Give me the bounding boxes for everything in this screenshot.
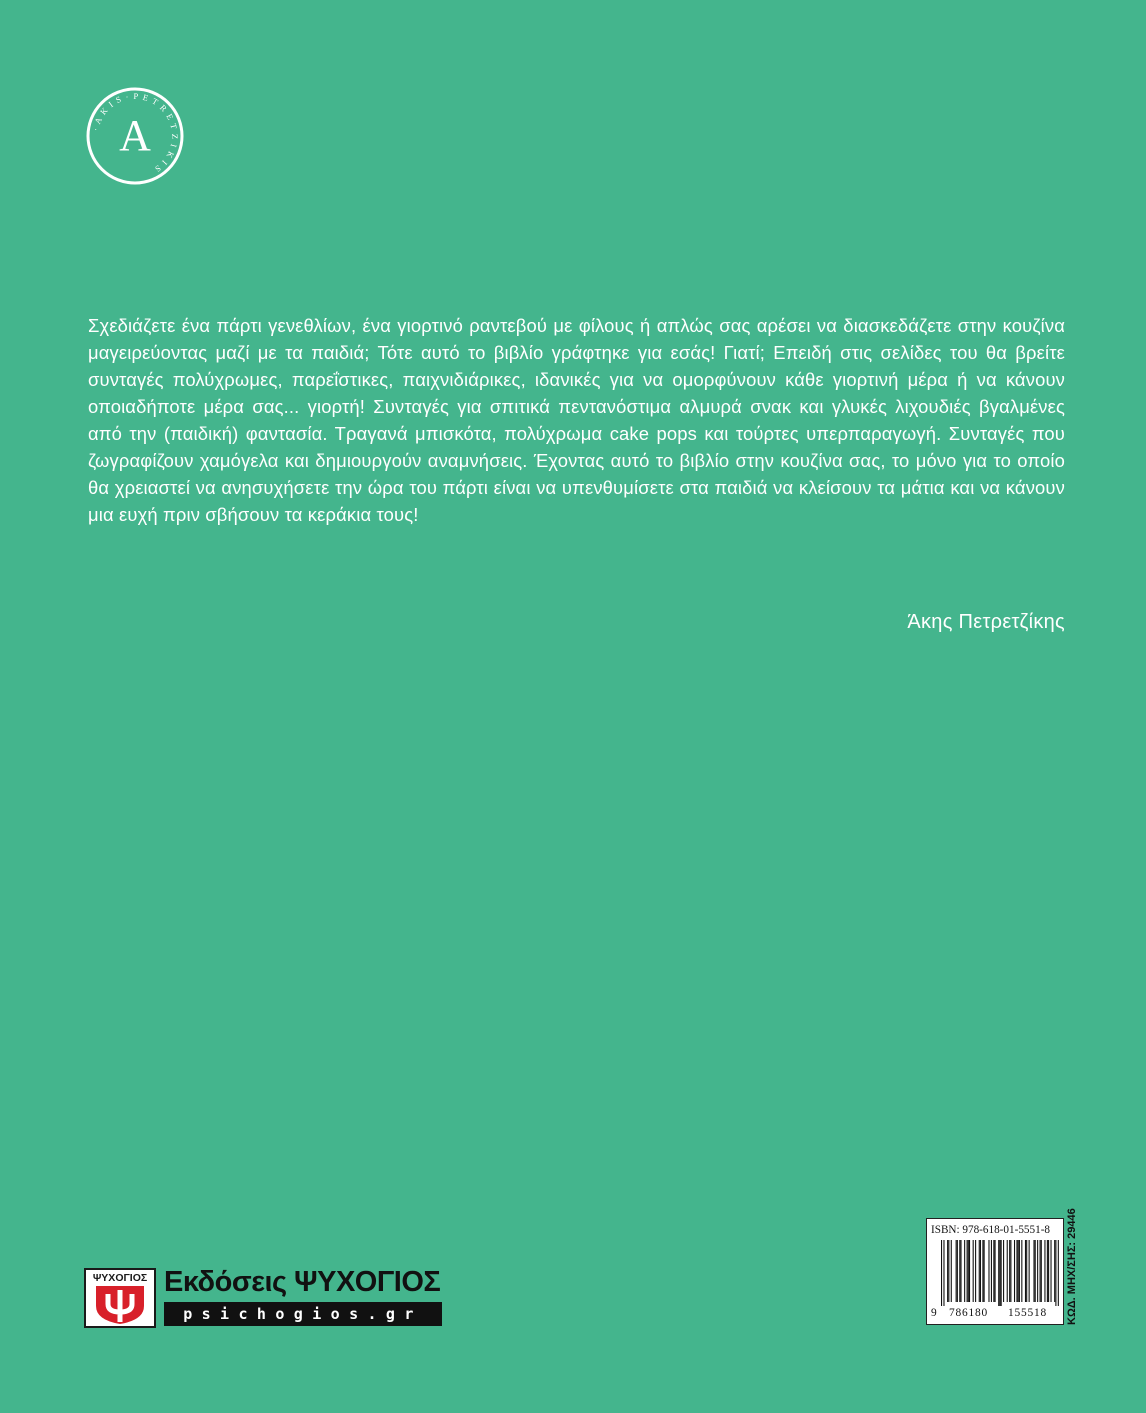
barcode-bar <box>1050 1240 1051 1302</box>
barcode-bar <box>960 1240 961 1302</box>
barcode-bar <box>1021 1240 1022 1302</box>
barcode-bar <box>1007 1240 1008 1302</box>
barcode-bar <box>959 1240 960 1302</box>
barcode-bar <box>1026 1240 1027 1302</box>
barcode-bar <box>964 1240 965 1302</box>
barcode-digit-first: 9 <box>931 1307 937 1319</box>
svg-text:· A K I S · P E T R E T Z I K: · A K I S · P E T R E T Z I K I S <box>90 90 181 175</box>
barcode-bar <box>1009 1240 1010 1302</box>
barcode-bar <box>1001 1240 1002 1306</box>
barcode-bar <box>975 1240 976 1302</box>
barcode-bar <box>1044 1240 1045 1302</box>
emblem-graphic <box>85 86 185 186</box>
isbn-barcode <box>926 1218 1064 1325</box>
barcode-bar <box>995 1240 996 1302</box>
barcode-bar <box>999 1240 1000 1306</box>
barcode-bar <box>1047 1240 1048 1302</box>
barcode-bar <box>1019 1240 1020 1302</box>
barcode-bar <box>943 1240 944 1306</box>
author-emblem-logo <box>85 86 185 186</box>
publisher-name: Εκδόσεις ΨΥΧΟΓΙΟΣ <box>164 1266 441 1298</box>
barcode-bar <box>969 1240 970 1302</box>
barcode-bar <box>948 1240 949 1302</box>
barcode-bar <box>957 1240 958 1302</box>
barcode-digits-right: 155518 <box>1008 1307 1047 1319</box>
publisher-url: psichogios.gr <box>164 1302 442 1326</box>
publisher-logo <box>84 1268 444 1328</box>
barcode-bar <box>947 1240 948 1302</box>
barcode-bar <box>1016 1240 1017 1302</box>
barcode-bar <box>973 1240 974 1302</box>
barcode-digits-left: 786180 <box>949 1307 988 1319</box>
barcode-bar <box>951 1240 952 1302</box>
author-signature: Άκης Πετρετζίκης <box>907 611 1065 633</box>
barcode-bar <box>991 1240 992 1302</box>
barcode-bar <box>956 1240 957 1302</box>
svg-text:A: A <box>119 111 151 160</box>
barcode-bar <box>979 1240 980 1302</box>
barcode-bar <box>1035 1240 1036 1302</box>
barcode-bar <box>1041 1240 1042 1302</box>
isbn-number: ISBN: 978-618-01-5551-8 <box>931 1224 1051 1236</box>
barcode-bars <box>941 1240 1059 1306</box>
barcode-bar <box>1003 1240 1004 1302</box>
barcode-bar <box>1058 1240 1059 1306</box>
barcode-bar <box>1054 1240 1055 1302</box>
barcode-bar <box>998 1240 999 1306</box>
psi-icon <box>90 1284 150 1326</box>
barcode-bar <box>941 1240 942 1306</box>
barcode-bar <box>1040 1240 1041 1302</box>
barcode-bar <box>967 1240 968 1302</box>
barcode-bar <box>1055 1240 1056 1306</box>
barcode-bar <box>993 1240 994 1302</box>
book-description: Σχεδιάζετε ένα πάρτι γενεθλίων, ένα γιορτινό ραντεβού με φίλους ή απλώς σας αρέσει να διασκεδάζετε στην κουζίνα μαγειρεύοντας μαζί με τα παιδιά; Τότε αυτό το βιβλίο γράφτηκε για εσάς! Γιατί; Επειδή στις σελίδες του θα βρείτε συνταγές πολύχρωμες, παρεΐστικες, παιχνιδιάρικες, ιδανικές για να ομορφύνουν κάθε γιορτινή μέρα ή να κάνουν οποιαδήποτε μέρα σας... γιορτή! Συνταγές για σπιτικά πεντανόστιμα αλμυρά σνακ και γλυκές λιχουδιές βγαλμένες από την (παιδική) φαντασία. Τραγανά μπισκότα, πολύχρωμα cake pops και τούρτες υπερπαραγωγή. Συνταγές που ζωγραφίζουν χαμόγελα και δημιουργούν αναμνήσεις. Έχοντας αυτό το βιβλίο στην κουζίνα σας, το μόνο για το οποίο θα χρειαστεί να ανησυχήσετε την ώρα του πάρτι είναι να υπενθυμίσετε στα παιδιά να κλείσουν τα μάτια και να κάνουν μια ευχή πριν σβήσουν τα κεράκια τους! <box>88 315 1065 525</box>
barcode-bar <box>1014 1240 1015 1302</box>
barcode-bar <box>980 1240 981 1302</box>
psi-logo-label: ΨΥΧΟΓΙΟΣ <box>92 1272 148 1284</box>
barcode-bar <box>1029 1240 1030 1302</box>
barcode-bar <box>1033 1240 1034 1302</box>
psi-logo-mark <box>84 1268 156 1328</box>
barcode-bar <box>968 1240 969 1302</box>
barcode-bar <box>1018 1240 1019 1302</box>
barcode-bar <box>1025 1240 1026 1302</box>
barcode-bar <box>1037 1240 1038 1302</box>
barcode-bar <box>984 1240 985 1302</box>
barcode-bar <box>988 1240 989 1302</box>
product-code: ΚΩΔ. ΜΗΧ/ΣΗΣ: 29446 <box>1066 1208 1078 1325</box>
barcode-bar <box>1048 1240 1049 1302</box>
barcode-bar <box>982 1240 983 1302</box>
barcode-bar <box>1010 1240 1011 1302</box>
